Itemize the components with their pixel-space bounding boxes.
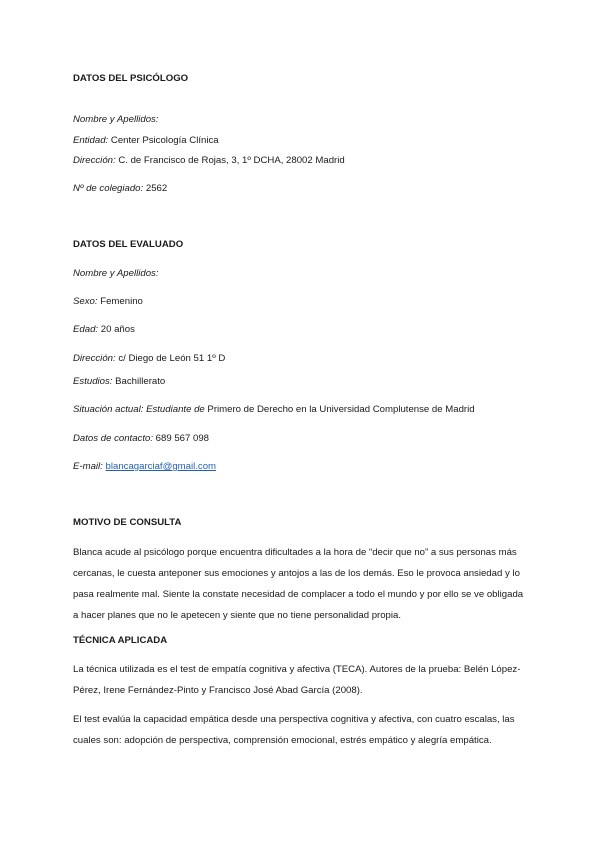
evaluado-contacto-label: Datos de contacto: (73, 433, 153, 444)
evaluado-contacto-value: 689 567 098 (155, 433, 210, 444)
evaluado-nombre-label: Nombre y Apellidos: (73, 268, 159, 279)
evaluado-direccion-value: c/ Diego de León 51 1º D (118, 353, 226, 364)
psicologo-entidad-label: Entidad: (73, 135, 109, 146)
psicologo-nombre (73, 114, 159, 126)
psicologo-direccion (73, 155, 345, 167)
evaluado-direccion-label: Dirección: (73, 353, 116, 364)
email-link[interactable]: blancagarciaf@gmail.com (105, 461, 217, 472)
psicologo-direccion-value: C. de Francisco de Rojas, 3, 1º DCHA, 28002 Madrid (118, 155, 345, 166)
psicologo-entidad (73, 135, 219, 147)
evaluado-contacto (73, 433, 209, 445)
psicologo-colegiado-label: Nº de colegiado: (73, 183, 144, 194)
evaluado-sexo (73, 296, 143, 308)
psicologo-colegiado-value: 2562 (145, 183, 168, 194)
evaluado-situacion (73, 404, 475, 416)
evaluado-email-label: E-mail: (73, 461, 103, 472)
evaluado-email (73, 461, 216, 473)
psicologo-nombre-label: Nombre y Apellidos: (73, 114, 159, 125)
evaluado-direccion (73, 353, 225, 365)
motivo-paragraph: Blanca acude al psicólogo porque encuentra dificultades a la hora de “decir que no” a sus personas más cercanas, le cuesta anteponer sus emociones y antojos a las de los demás. Eso le provoca ansiedad y lo pasa realmente mal. Siente la constate necesidad de complacer a todo el mundo y por ello se ve obligada a hacer planes que no le apetecen y siente que no tiene personalidad propia. (73, 547, 524, 621)
psicologo-colegiado (73, 183, 167, 195)
psicologo-entidad-value: Center Psicología Clínica (110, 135, 219, 146)
evaluado-situacion-label: Situación actual: Estudiante de (73, 404, 205, 415)
tecnica-paragraph-2: El test evalúa la capacidad empática desde una perspectiva cognitiva y afectiva, con cuatro escalas, las cuales son: adopción de perspectiva, comprensión emocional, estrés empático y alegría empática. (73, 714, 515, 746)
section-heading-evaluado: DATOS DEL EVALUADO (73, 239, 184, 250)
section-heading-motivo: MOTIVO DE CONSULTA (73, 517, 182, 528)
section-heading-psicologo: DATOS DEL PSICÓLOGO (73, 73, 189, 84)
evaluado-estudios (73, 376, 165, 388)
evaluado-estudios-label: Estudios: (73, 376, 113, 387)
tecnica-paragraph-1: La técnica utilizada es el test de empatía cognitiva y afectiva (TECA). Autores de la prueba: Belén López-Pérez, Irene Fernández-Pinto y Francisco José Abad García (2008). (73, 664, 521, 696)
evaluado-estudios-value: Bachillerato (115, 376, 166, 387)
evaluado-edad-value: 20 años (100, 324, 135, 335)
section-heading-tecnica: TÉCNICA APLICADA (73, 635, 168, 646)
evaluado-sexo-value: Femenino (100, 296, 143, 307)
evaluado-edad (73, 324, 135, 336)
evaluado-situacion-value: Primero de Derecho en la Universidad Complutense de Madrid (207, 404, 475, 415)
evaluado-edad-label: Edad: (73, 324, 99, 335)
psicologo-direccion-label: Dirección: (73, 155, 116, 166)
evaluado-nombre (73, 268, 159, 280)
evaluado-sexo-label: Sexo: (73, 296, 98, 307)
